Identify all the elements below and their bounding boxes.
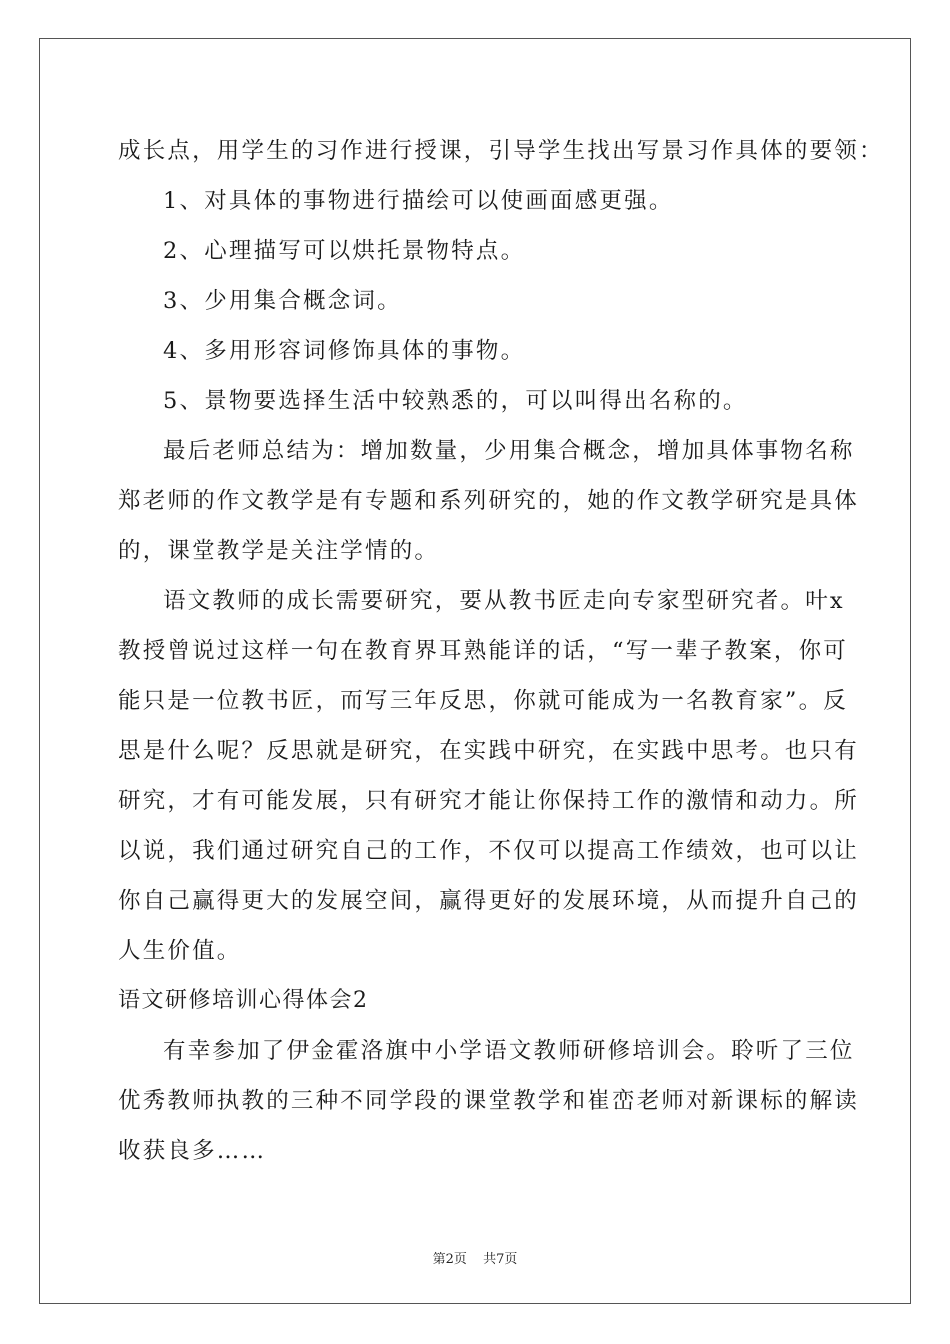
paragraph-line: 你自己赢得更大的发展空间，赢得更好的发展环境，从而提升自己的 bbox=[118, 888, 860, 914]
paragraph-line: 语文教师的成长需要研究，要从教书匠走向专家型研究者。叶x bbox=[163, 588, 845, 614]
document-body bbox=[118, 126, 884, 1176]
page-number: 第2页 bbox=[432, 1252, 467, 1267]
list-item: 3、少用集合概念词。 bbox=[163, 288, 402, 314]
paragraph-line: 教授曾说过这样一句在教育界耳熟能详的话，“写一辈子教案，你可 bbox=[118, 638, 849, 664]
paragraph-line: 思是什么呢？反思就是研究，在实践中研究，在实践中思考。也只有 bbox=[118, 738, 860, 764]
paragraph-line: 收获良多…… bbox=[118, 1138, 267, 1164]
page-total: 共7页 bbox=[483, 1252, 518, 1267]
list-item: 1、对具体的事物进行描绘可以使画面感更强。 bbox=[163, 188, 674, 214]
paragraph-line: 成长点，用学生的习作进行授课，引导学生找出写景习作具体的要领： bbox=[118, 138, 884, 164]
page-footer bbox=[0, 1248, 950, 1267]
list-item: 5、景物要选择生活中较熟悉的，可以叫得出名称的。 bbox=[163, 388, 748, 414]
paragraph-line: 有幸参加了伊金霍洛旗中小学语文教师研修培训会。聆听了三位 bbox=[163, 1038, 855, 1064]
section-heading: 语文研修培训心得体会2 bbox=[118, 988, 369, 1013]
paragraph-line: 优秀教师执教的三种不同学段的课堂教学和崔峦老师对新课标的解读 bbox=[118, 1088, 860, 1114]
paragraph-line: 以说，我们通过研究自己的工作，不仅可以提高工作绩效，也可以让 bbox=[118, 838, 860, 864]
paragraph-line: 研究，才有可能发展，只有研究才能让你保持工作的激情和动力。所 bbox=[118, 788, 860, 814]
paragraph-line: 能只是一位教书匠，而写三年反思，你就可能成为一名教育家”。反 bbox=[118, 688, 849, 714]
paragraph-line: 郑老师的作文教学是有专题和系列研究的，她的作文教学研究是具体 bbox=[118, 488, 860, 514]
list-item: 2、心理描写可以烘托景物特点。 bbox=[163, 238, 526, 264]
paragraph-line: 最后老师总结为：增加数量，少用集合概念，增加具体事物名称 bbox=[163, 438, 855, 464]
list-item: 4、多用形容词修饰具体的事物。 bbox=[163, 338, 526, 364]
paragraph-line: 的，课堂教学是关注学情的。 bbox=[118, 538, 440, 564]
paragraph-line: 人生价值。 bbox=[118, 938, 242, 964]
